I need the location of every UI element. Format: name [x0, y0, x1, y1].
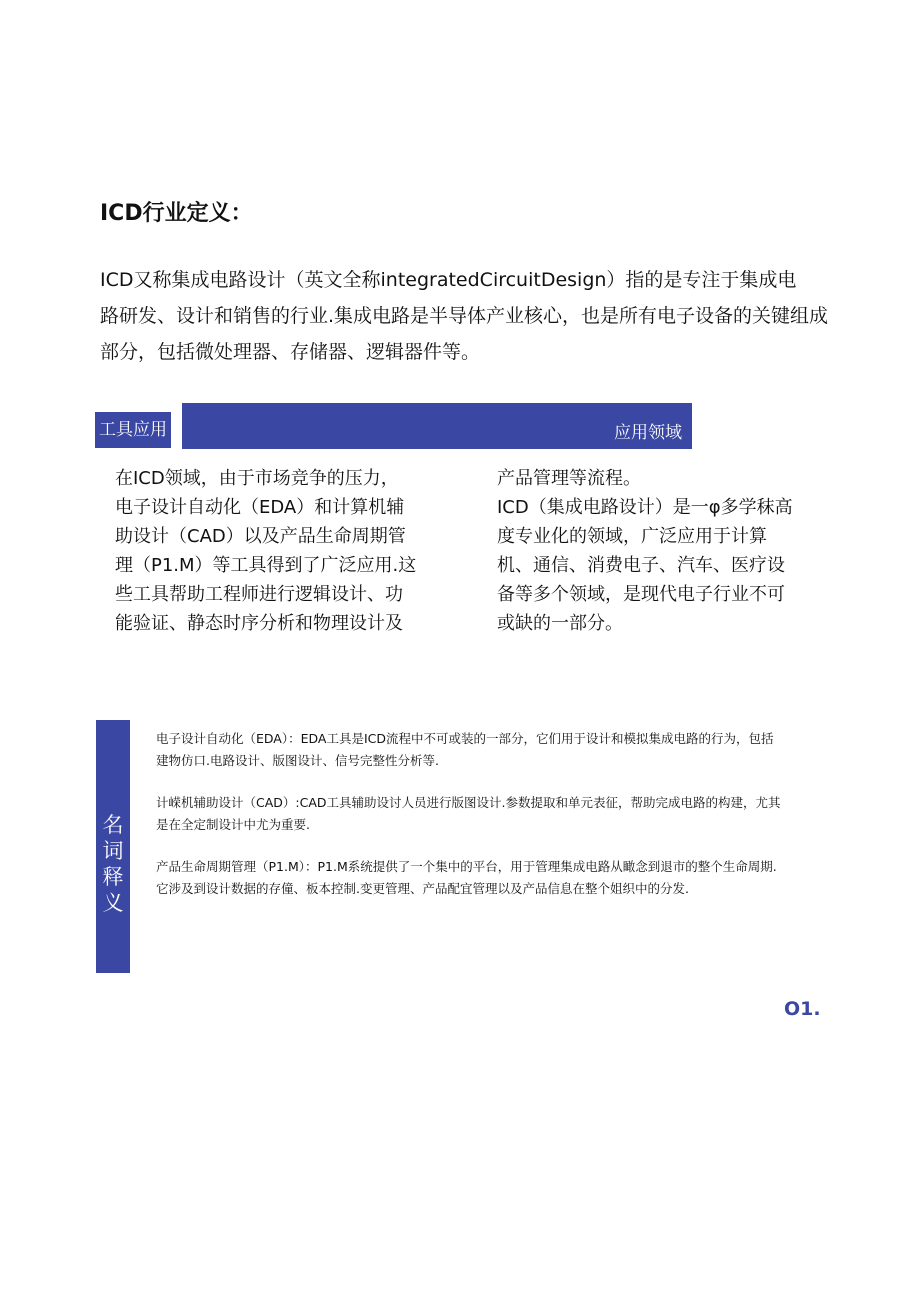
- right-column-line: ICD（集成电路设计）是一φ多学秣高: [497, 497, 793, 518]
- glossary-line: 是在全定制设计中尤为重要.: [156, 817, 310, 832]
- left-column-line: 电子设计自动化（EDA）和计算机辅: [115, 497, 405, 518]
- glossary-item-cad: [156, 792, 836, 836]
- right-column-line: 产品管理等流程。: [497, 468, 641, 489]
- left-column-line: 助设计（CAD）以及产品生命周期管: [115, 526, 406, 547]
- glossary-line: 电子设计自动化（EDA）：EDA工具是ICD流程中不可或装的一部分，它们用于设计和模拟集成电路的行为，包括: [156, 731, 774, 746]
- glossary-tab: [96, 720, 130, 973]
- glossary-line: 建物仿口.电路设计、版图设计、信号完整性分析等.: [156, 753, 439, 768]
- intro-paragraph: [100, 262, 829, 370]
- intro-line: 路研发、设计和销售的行业.集成电路是半导体产业核心，也是所有电子设备的关键组成: [100, 305, 829, 327]
- right-column-line: 或缺的一部分。: [497, 613, 623, 634]
- right-column-line: 备等多个领域，是现代电子行业不可: [497, 584, 785, 605]
- glossary-tab-char: 义: [102, 891, 124, 915]
- glossary-tab-char: 释: [102, 865, 124, 889]
- page-number: O1.: [784, 998, 821, 1020]
- section-heading: ICD行业定义：: [100, 201, 253, 226]
- left-column-line: 能验证、静态时序分析和物理设计及: [115, 613, 403, 634]
- glossary-item-eda: [156, 728, 836, 772]
- right-column-line: 度专业化的领域，广泛应用于计算: [497, 526, 767, 547]
- intro-line: 部分，包括微处理器、存储器、逻辑器件等。: [100, 341, 481, 363]
- intro-line: ICD又称集成电路设计（英文全称integratedCircuitDesign）指的是专注于集成电: [100, 269, 797, 291]
- glossary-tab-label: [96, 812, 130, 916]
- left-column-line: 些工具帮助工程师进行逻辑设计、功: [115, 584, 403, 605]
- glossary-line: 计嵘机辅助设计（CAD）:CAD工具辅助设讨人员进行版图设计.参数提取和单元表征，帮助完成电路的构建，尤其: [156, 795, 781, 810]
- glossary-tab-char: 名: [102, 813, 124, 837]
- glossary-item-plm: [156, 856, 836, 900]
- glossary-line: 它涉及到设计数据的存僮、板本控制.变更管理、产品配宜管理以及产品信息在整个姐织中的分发.: [156, 881, 689, 896]
- left-column-line: 在ICD领域，由于市场竞争的压力，: [115, 468, 399, 489]
- glossary-line: 产品生命周期管理（P1.M）：P1.M系统提供了一个集中的平台，用于管理集成电路从瞰念到退市的整个生命周期.: [156, 859, 777, 874]
- glossary-tab-char: 词: [102, 839, 124, 863]
- tab-application-field: 应用领域: [614, 423, 682, 443]
- glossary-list: [156, 728, 836, 920]
- right-column-line: 机、通信、消费电子、汽车、医疗设: [497, 555, 785, 576]
- left-column-line: 理（P1.M）等工具得到了广泛应用.这: [115, 555, 417, 576]
- left-column-text: [115, 464, 416, 638]
- right-column-text: [497, 464, 793, 638]
- tab-tool-application: 工具应用: [95, 412, 171, 448]
